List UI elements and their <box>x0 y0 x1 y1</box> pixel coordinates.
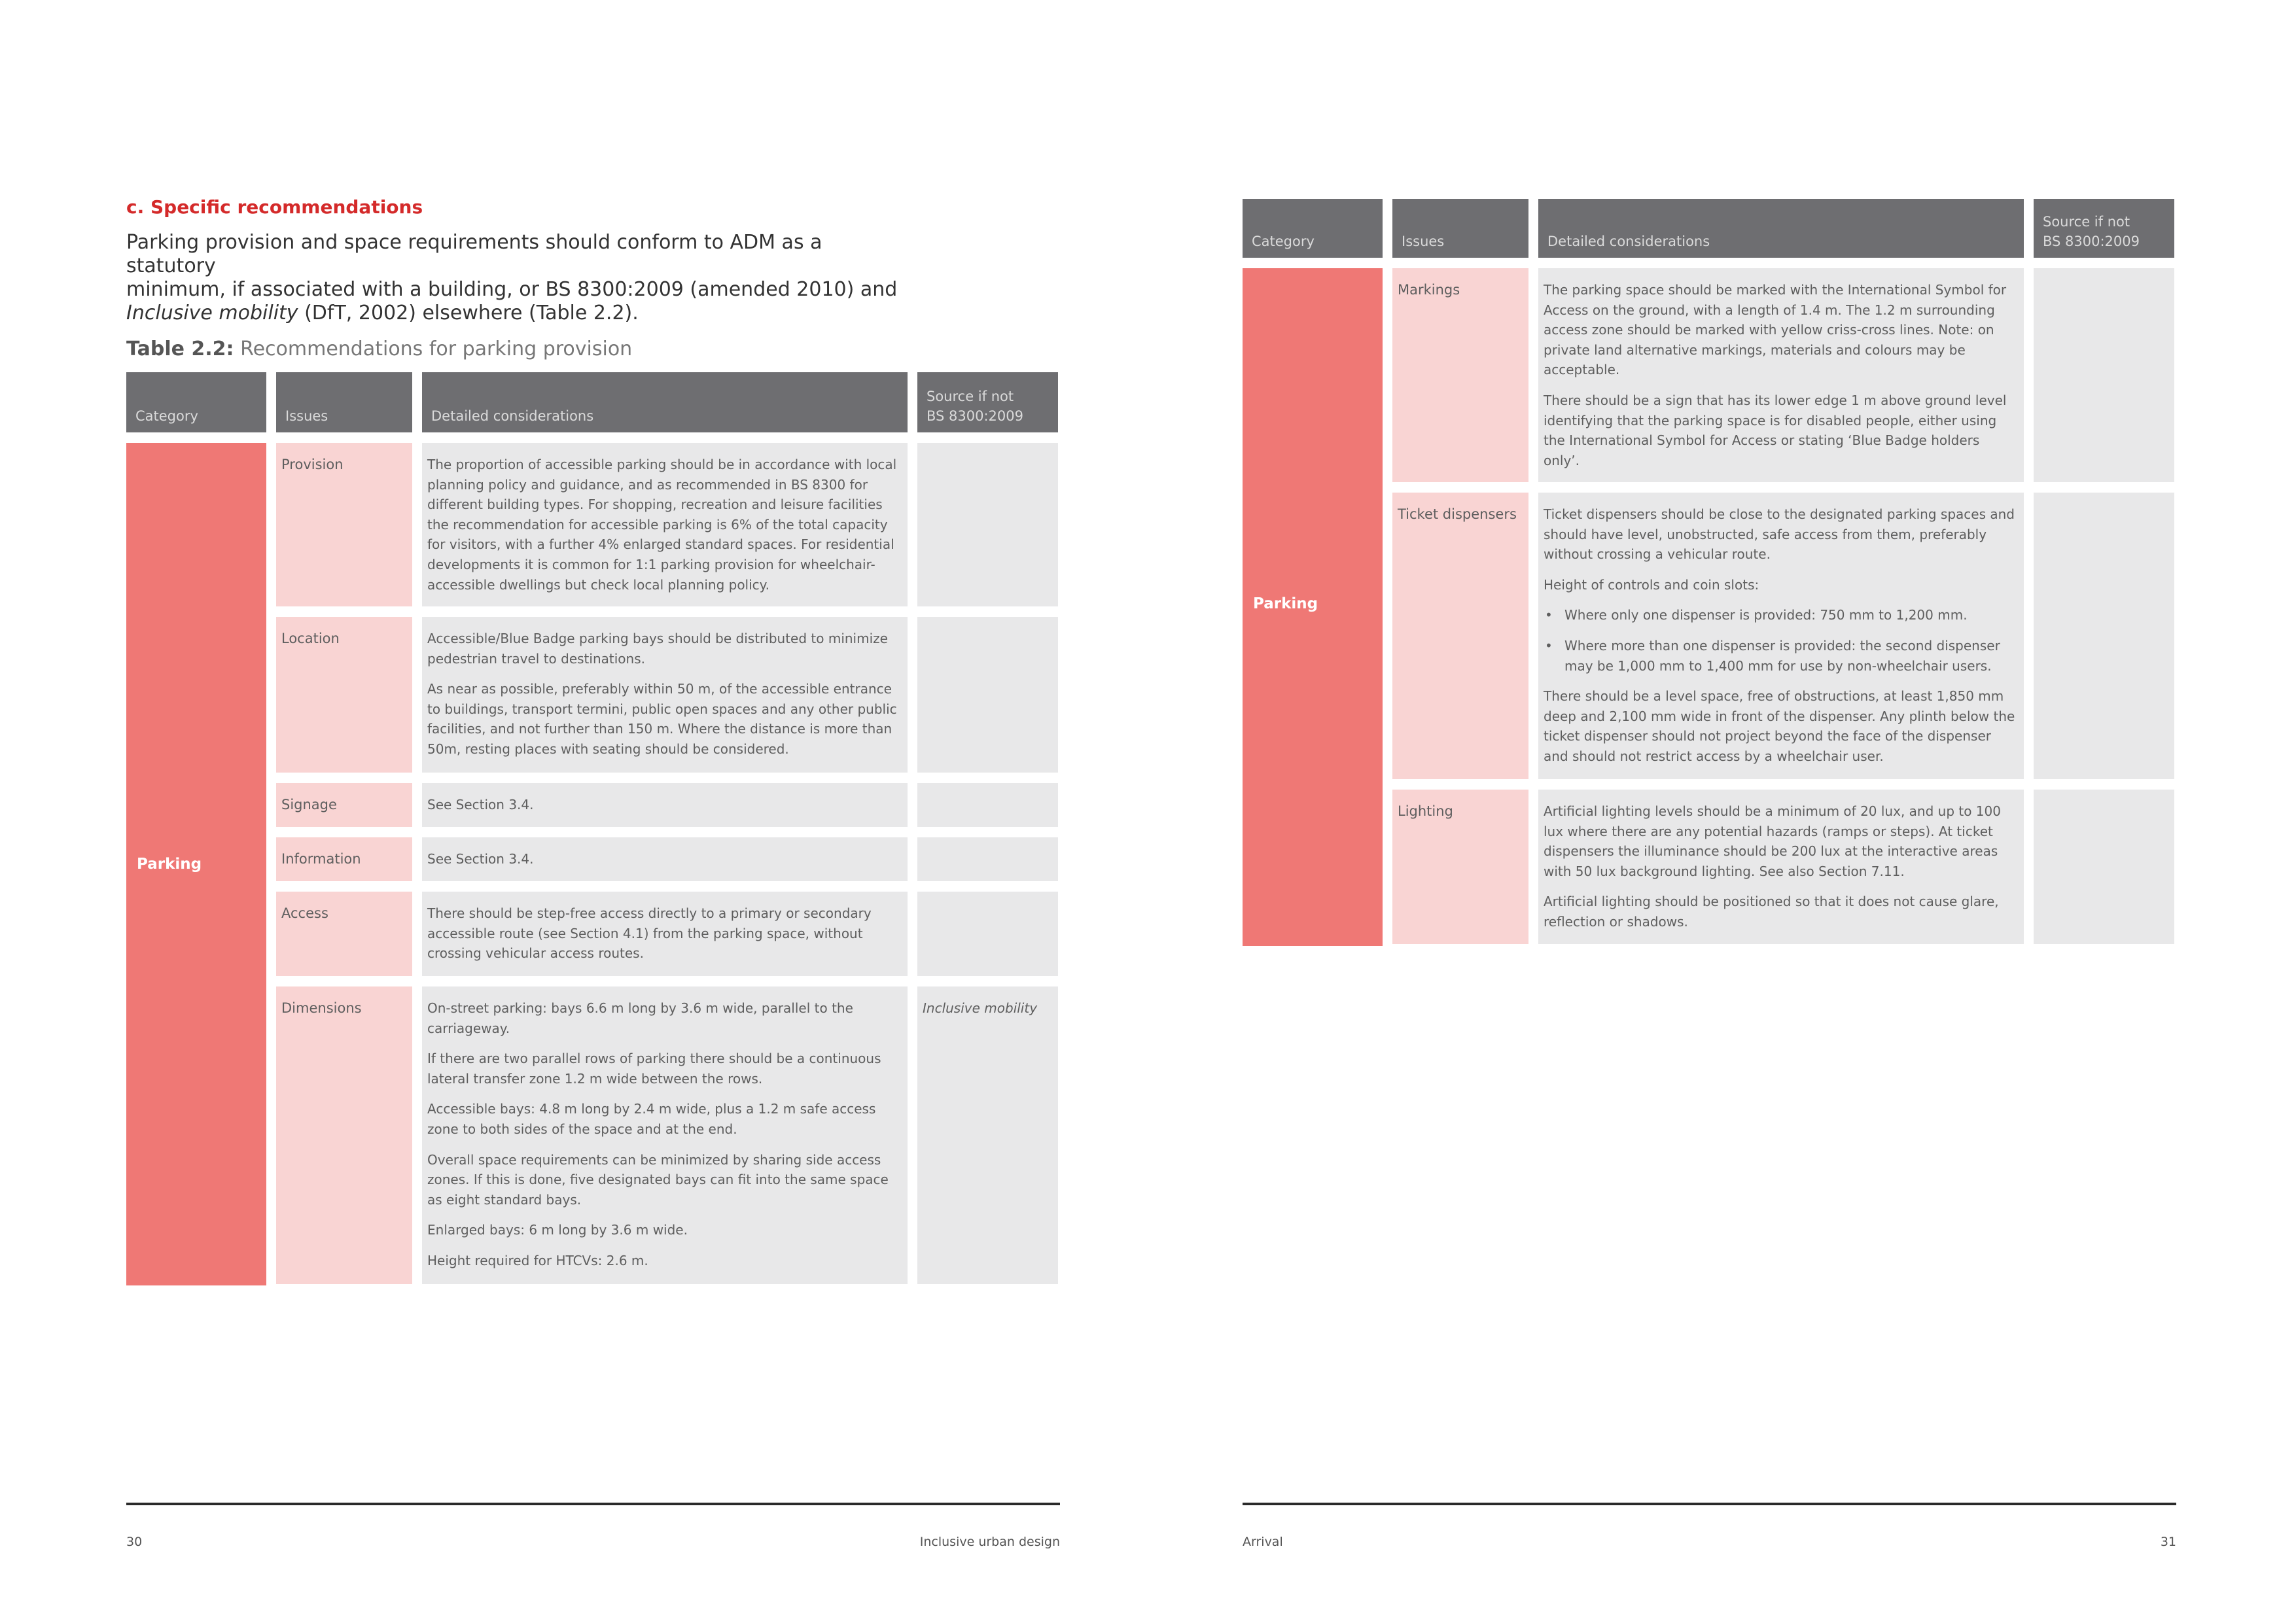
detail-paragraph: Height required for HTCVs: 2.6 m. <box>427 1252 648 1268</box>
table-caption <box>126 338 632 360</box>
source-ticket-dispensers <box>2034 493 2174 779</box>
detail-ticket-dispensers <box>1538 493 2024 779</box>
detail-bullet-list <box>1544 605 2019 676</box>
source-information <box>917 837 1058 881</box>
issue-information: Information <box>276 837 412 881</box>
running-title-left: Inclusive urban design <box>919 1535 1060 1549</box>
intro-line-3 <box>126 302 911 325</box>
footer-rule-right <box>1243 1503 2176 1505</box>
page-number-right: 31 <box>2160 1535 2176 1549</box>
category-cell-parking: Parking <box>126 443 266 1285</box>
list-item: • Where only one dispenser is provided: 750 mm to 1,200 mm. <box>1544 605 2019 625</box>
issue-markings: Markings <box>1392 268 1528 482</box>
detail-paragraph: There should be a level space, free of obstructions, at least 1,850 mm deep and 2,100 mm wide in front of the dispenser. Any plinth below the ticket dispenser should not project beyond the face of the dispenser and should not restrict access by a wheelchair user. <box>1544 688 2015 764</box>
detail-paragraph: There should be step-free access directly to a primary or secondary accessible route (see Section 4.1) from the parking space, without crossing vehicular access routes. <box>427 905 872 962</box>
detail-paragraph: Artificial lighting should be positioned so that it does not cause glare, reflection or shadows. <box>1544 894 1999 930</box>
detail-signage <box>422 783 908 827</box>
intro-italic-ref: Inclusive mobility <box>126 302 298 324</box>
source-access <box>917 892 1058 976</box>
table-caption-label: Table 2.2: <box>126 338 234 360</box>
source-dimensions: Inclusive mobility <box>917 986 1058 1284</box>
header-details: Detailed considerations <box>422 372 908 432</box>
detail-paragraph: The parking space should be marked with the International Symbol for Access on the ground, with a length of 1.4 m. The 1.2 m surrounding access zone should be marked with yellow criss-cross lines. Note: on private land alternative markings, materials and colours may be acceptable. <box>1544 282 2007 378</box>
intro-line-1: Parking provision and space requirements should conform to ADM as a statutory <box>126 231 822 277</box>
page-number-left: 30 <box>126 1535 143 1549</box>
issue-signage: Signage <box>276 783 412 827</box>
list-item: • Where more than one dispenser is provided: the second dispenser may be 1,000 mm to 1,400 mm for use by non-wheelchair users. <box>1544 636 2019 676</box>
intro-line-2: minimum, if associated with a building, or BS 8300:2009 (amended 2010) and <box>126 278 898 301</box>
header-issues-right: Issues <box>1392 199 1528 258</box>
detail-paragraph: There should be a sign that has its lower edge 1 m above ground level identifying that the parking space is for disabled people, either using the International Symbol for Access or stating ‘Blue Badge holders only’. <box>1544 392 2007 468</box>
intro-paragraph <box>126 231 911 325</box>
intro-line-3-rest: (DfT, 2002) elsewhere (Table 2.2). <box>298 302 639 324</box>
header-category-right: Category <box>1243 199 1383 258</box>
issue-provision: Provision <box>276 443 412 606</box>
detail-access <box>422 892 908 976</box>
detail-information <box>422 837 908 881</box>
detail-paragraph: See Section 3.4. <box>427 797 534 812</box>
issue-location: Location <box>276 617 412 773</box>
running-title-right: Arrival <box>1243 1535 1283 1549</box>
header-source-right: Source if not BS 8300:2009 <box>2034 199 2174 258</box>
source-signage <box>917 783 1058 827</box>
header-details-right: Detailed considerations <box>1538 199 2024 258</box>
section-title: c. Specific recommendations <box>126 196 423 218</box>
detail-paragraph: Enlarged bays: 6 m long by 3.6 m wide. <box>427 1222 688 1238</box>
category-cell-parking-right: Parking <box>1243 268 1383 946</box>
detail-paragraph: Accessible/Blue Badge parking bays should be distributed to minimize pedestrian travel to destinations. <box>427 631 888 667</box>
detail-paragraph: Overall space requirements can be minimized by sharing side access zones. If this is done, five designated bays can fit into the same space as eight standard bays. <box>427 1151 889 1208</box>
issue-ticket-dispensers: Ticket dispensers <box>1392 493 1528 779</box>
detail-paragraph: Accessible bays: 4.8 m long by 2.4 m wide, plus a 1.2 m safe access zone to both sides of the space and at the end. <box>427 1101 876 1137</box>
detail-paragraph: See Section 3.4. <box>427 851 534 867</box>
detail-paragraph: As near as possible, preferably within 50 m, of the accessible entrance to buildings, transport termini, public open spaces and any other public facilities, and not further than 150 m. Where the distance is more than 50m, resting places with seating should be considered. <box>427 681 897 757</box>
header-category: Category <box>126 372 266 432</box>
detail-paragraph: Height of controls and coin slots: <box>1544 576 1759 593</box>
detail-lighting <box>1538 790 2024 944</box>
detail-paragraph: If there are two parallel rows of parking there should be a continuous lateral transfer zone 1.2 m wide between the rows. <box>427 1051 881 1087</box>
header-source: Source if not BS 8300:2009 <box>917 372 1058 432</box>
issue-access: Access <box>276 892 412 976</box>
detail-markings <box>1538 268 2024 482</box>
detail-paragraph: Ticket dispensers should be close to the designated parking spaces and should have level, unobstructed, safe access from them, preferably without crossing a vehicular route. <box>1544 506 2015 563</box>
table-caption-text: Recommendations for parking provision <box>234 338 633 360</box>
source-location <box>917 617 1058 773</box>
source-markings <box>2034 268 2174 482</box>
issue-lighting: Lighting <box>1392 790 1528 944</box>
footer-rule-left <box>126 1503 1060 1505</box>
detail-paragraph: The proportion of accessible parking should be in accordance with local planning policy and guidance, and as recommended in BS 8300 for different building types. For shopping, recreation and leisure facilities the recommendation for accessible parking is 6% of the total capacity for visitors, with a further 4% enlarged standard spaces. For residential developments it is common for 1:1 parking provision for wheelchair-accessible dwellings but check local planning policy. <box>427 457 897 593</box>
detail-location <box>422 617 908 773</box>
detail-provision <box>422 443 908 606</box>
header-issues: Issues <box>276 372 412 432</box>
issue-dimensions: Dimensions <box>276 986 412 1284</box>
source-lighting <box>2034 790 2174 944</box>
source-provision <box>917 443 1058 606</box>
detail-paragraph: On-street parking: bays 6.6 m long by 3.6 m wide, parallel to the carriageway. <box>427 1000 853 1036</box>
detail-dimensions <box>422 986 908 1284</box>
detail-paragraph: Artificial lighting levels should be a minimum of 20 lux, and up to 100 lux where there are any potential hazards (ramps or steps). At ticket dispensers the illuminance should be 200 lux at the interactive areas with 50 lux background lighting. See also Section 7.11. <box>1544 803 2001 879</box>
